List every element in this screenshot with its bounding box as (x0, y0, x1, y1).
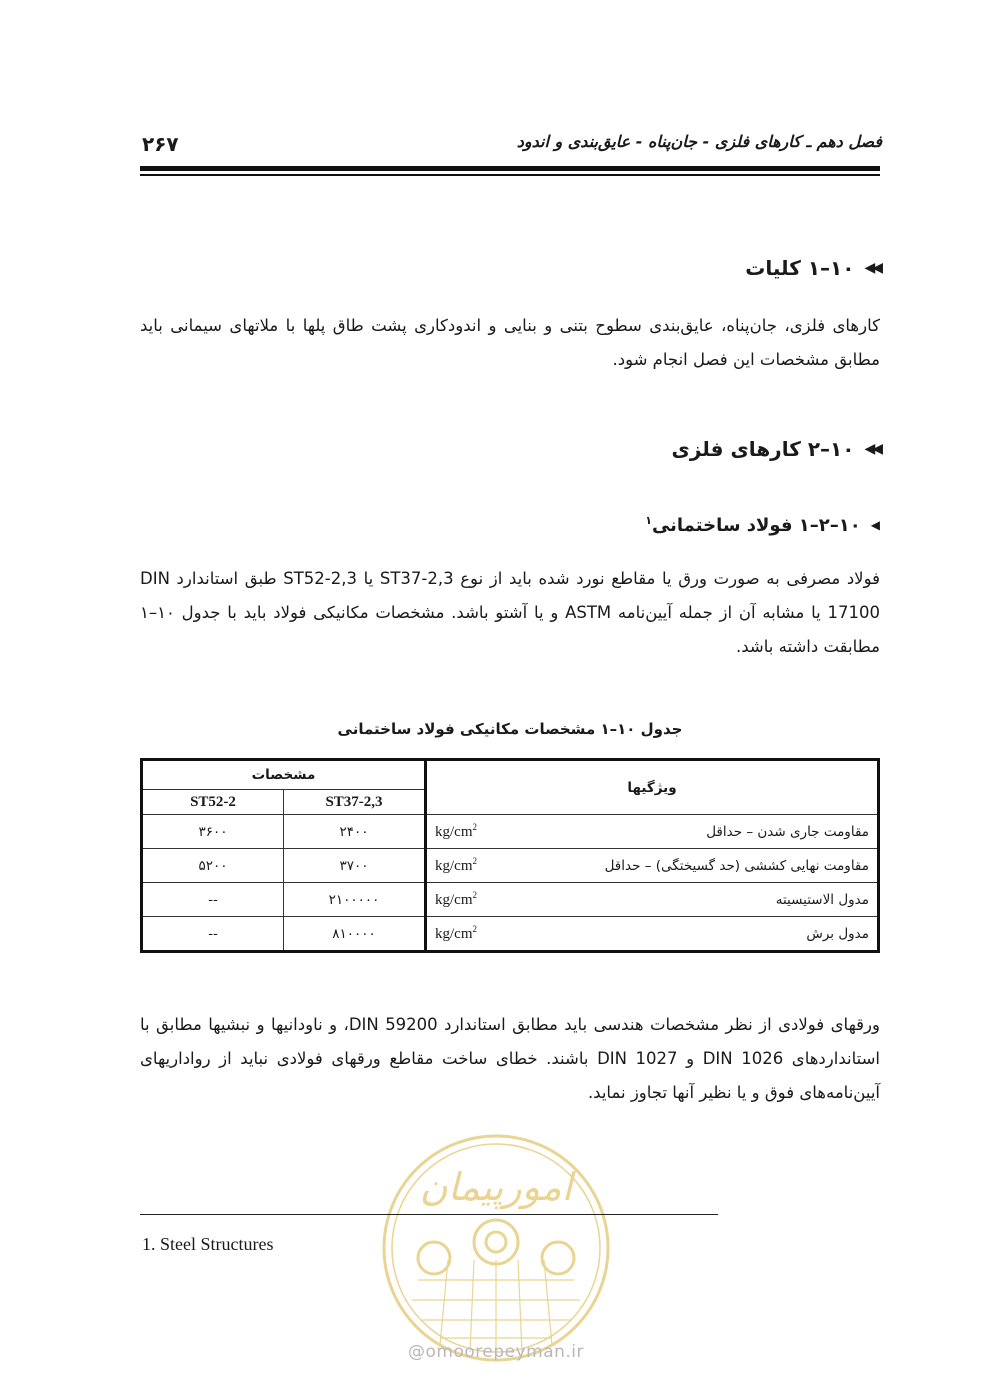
property-name: مقاومت نهایی کششی (حد گسیختگی) – حداقل (604, 857, 869, 874)
seal-lettering: امورپیمان (419, 1165, 573, 1209)
paragraph-general (140, 309, 880, 377)
value-st52: -- (142, 917, 284, 952)
property-name: مدول الاستیسیته (775, 891, 869, 908)
column-header-st52: ST52-2 (142, 790, 284, 815)
section-heading-general (745, 256, 880, 280)
property-cell (426, 917, 879, 952)
property-name: مدول برش (806, 925, 869, 942)
footnote: 1. Steel Structures (142, 1234, 274, 1254)
table-caption: جدول ۱۰–۱ مشخصات مکانیکی فولاد ساختمانی (337, 720, 683, 738)
steel-properties-table (140, 758, 880, 953)
unit-label: $kg/cm^2$ (435, 822, 477, 840)
paragraph-geometry-spec (140, 1008, 880, 1110)
property-name: مقاومت جاری شدن – حداقل (706, 823, 869, 840)
page-number: ۲۶۷ (142, 132, 179, 156)
header-rule-thick (140, 166, 880, 171)
property-cell (426, 883, 879, 917)
footnote-rule (140, 1214, 718, 1215)
section-heading-text: ۱۰–۲ کارهای فلزی (671, 437, 855, 461)
paragraph-text: فولاد مصرفی به صورت ورق یا مقاطع نورد شده باید از نوع ST37-2,3 یا ST52-2,3 طبق استاندارد DIN 17100 یا مشابه آن از جمله آیین‌نامه ASTM و یا آشتو باشد. مشخصات مکانیکی فولاد باید با جدول ۱۰–۱ مطابقت داشته باشد. (140, 569, 880, 656)
watermark-seal-icon (378, 1130, 614, 1366)
value-st52: ۳۶۰۰ (142, 815, 284, 849)
unit-label: $kg/cm^2$ (435, 924, 477, 942)
table-row (142, 917, 879, 952)
unit-label: $kg/cm^2$ (435, 890, 477, 908)
value-st37: ۲۱۰۰۰۰۰ (284, 883, 426, 917)
value-st37: ۳۷۰۰ (284, 849, 426, 883)
paragraph-text: ورقهای فولادی از نظر مشخصات هندسی باید مطابق استاندارد DIN 59200، و ناودانیها و نبشیها مطابق با استانداردهای DIN 1026 و DIN 1027 باشند. خطای ساخت مقاطع ورقهای فولادی نباید از رواداریهای آیین‌نامه‌های فوق و یا نظیر آنها تجاوز نماید. (140, 1015, 880, 1102)
value-st52: -- (142, 883, 284, 917)
value-st52: ۵۲۰۰ (142, 849, 284, 883)
column-header-st37: ST37-2,3 (284, 790, 426, 815)
header-rule-thin (140, 174, 880, 176)
column-header-properties: ویژگیها (426, 760, 879, 815)
double-arrow-icon: ◀◀ (864, 260, 880, 276)
paragraph-steel-spec (140, 562, 880, 664)
property-cell (426, 849, 879, 883)
value-st37: ۸۱۰۰۰۰ (284, 917, 426, 952)
subsection-heading-structural-steel (645, 514, 880, 536)
table-row (142, 883, 879, 917)
table-row (142, 849, 879, 883)
property-cell (426, 815, 879, 849)
subsection-heading-text: ۱۰–۲–۱ فولاد ساختمانی$^۱$ (645, 514, 861, 536)
paragraph-text: کارهای فلزی، جان‌پناه، عایق‌بندی سطوح بتنی و بنایی و اندودکاری پشت طاق پلها با ملاتهای سیمانی باید مطابق مشخصات این فصل انجام شود. (140, 316, 880, 369)
watermark-url: @omoorepeyman.ir (407, 1342, 585, 1362)
column-header-specs: مشخصات (142, 760, 426, 790)
section-heading-metal-works (671, 437, 880, 461)
section-heading-text: ۱۰–۱ کلیات (745, 256, 855, 280)
unit-label: $kg/cm^2$ (435, 856, 477, 874)
triangle-bullet-icon: ◀ (870, 518, 880, 532)
value-st37: ۲۴۰۰ (284, 815, 426, 849)
table-row (142, 815, 879, 849)
running-head: فصل دهم ـ کارهای فلزی - جان‌پناه - عایق‌بندی و اندود (516, 132, 882, 151)
double-arrow-icon: ◀◀ (864, 441, 880, 457)
footnote-ref: ۱ (645, 514, 652, 527)
